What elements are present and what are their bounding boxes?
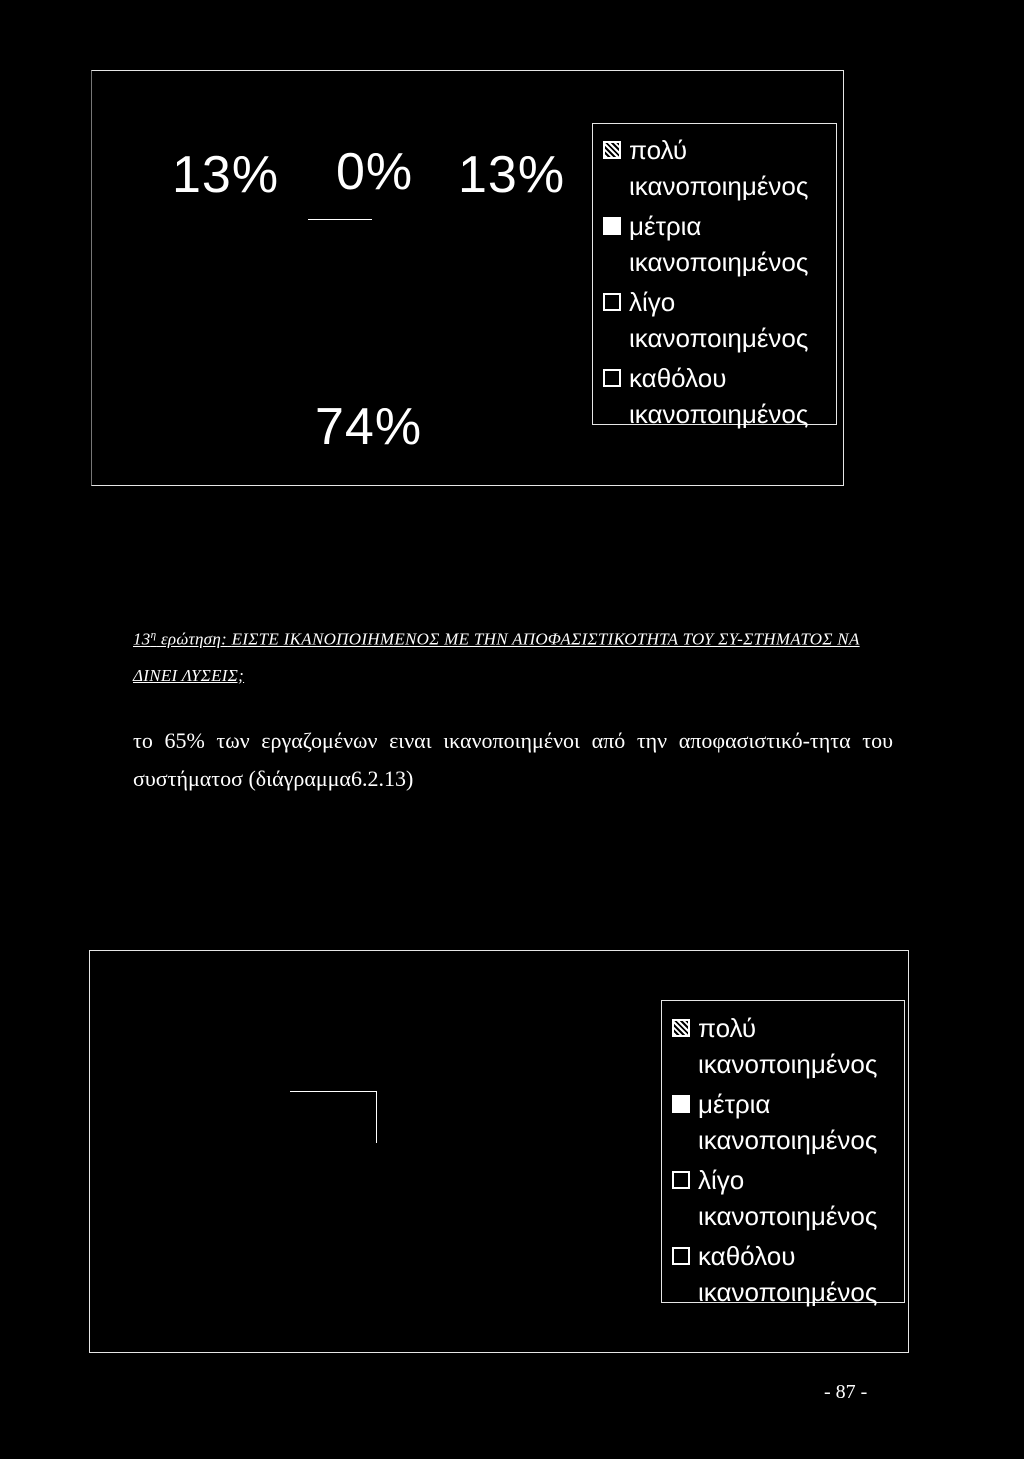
data-label: 0% [336, 143, 414, 201]
legend-label: λίγο [698, 1165, 745, 1195]
legend-label: μέτρια [629, 211, 702, 241]
question-prefix: ερώτηση: [160, 629, 228, 649]
question-heading [133, 617, 893, 694]
solid-square-icon [603, 217, 621, 235]
legend-item [603, 132, 836, 204]
legend-label: ικανοποιημένος [629, 399, 809, 429]
data-label: 74% [315, 398, 423, 456]
legend-label: ικανοποιημένος [698, 1277, 878, 1307]
data-label: 13% [458, 146, 566, 204]
legend-label: ικανοποιημένος [698, 1201, 878, 1231]
legend-item [603, 208, 836, 280]
legend-top [592, 123, 837, 429]
legend-item [603, 284, 836, 356]
legend-label: ικανοποιημένος [629, 171, 809, 201]
outline-square-icon [603, 369, 621, 387]
question-text: ΕΙΣΤΕ ΙΚΑΝΟΠΟΙΗΜΕΝΟΣ ΜΕ ΤΗΝ ΑΠΟΦΑΣΙΣΤΙΚΟΤΗΤΑ ΤΟΥ ΣΥ-ΣΤΗΜΑΤΟΣ ΝΑ ΔΙΝΕΙ ΛΥΣΕΙΣ; [133, 629, 860, 685]
leader-line [308, 219, 372, 220]
legend-label: καθόλου [629, 363, 727, 393]
legend-label: ικανοποιημένος [629, 247, 809, 277]
legend-bottom [661, 1000, 905, 1307]
legend-label: ικανοποιημένος [698, 1049, 878, 1079]
leader-line [376, 1091, 377, 1143]
hatched-icon [603, 141, 621, 159]
question-number: 13 [133, 629, 151, 649]
outline-square-icon [603, 293, 621, 311]
solid-square-icon [672, 1095, 690, 1113]
data-label: 13% [172, 146, 280, 204]
legend-label: πολύ [629, 135, 688, 165]
question-superscript: η [150, 629, 157, 641]
outline-square-icon [672, 1247, 690, 1265]
legend-label: καθόλου [698, 1241, 796, 1271]
leader-line [290, 1091, 376, 1092]
legend-item [672, 1162, 904, 1234]
outline-square-icon [672, 1171, 690, 1189]
body-paragraph: το 65% των εργαζομένων ειναι ικανοποιημένοι από την αποφασιστικό-τητα του συστήματοσ (διάγραμμα6.2.13) [133, 728, 893, 791]
hatched-icon [672, 1019, 690, 1037]
page-number: - 87 - [824, 1381, 868, 1403]
legend-item [672, 1086, 904, 1158]
legend-label: πολύ [698, 1013, 757, 1043]
legend-item [672, 1010, 904, 1082]
legend-item [603, 360, 836, 432]
legend-item [672, 1238, 904, 1310]
legend-label: λίγο [629, 287, 676, 317]
legend-label: ικανοποιημένος [629, 323, 809, 353]
legend-label: μέτρια [698, 1089, 771, 1119]
legend-label: ικανοποιημένος [698, 1125, 878, 1155]
